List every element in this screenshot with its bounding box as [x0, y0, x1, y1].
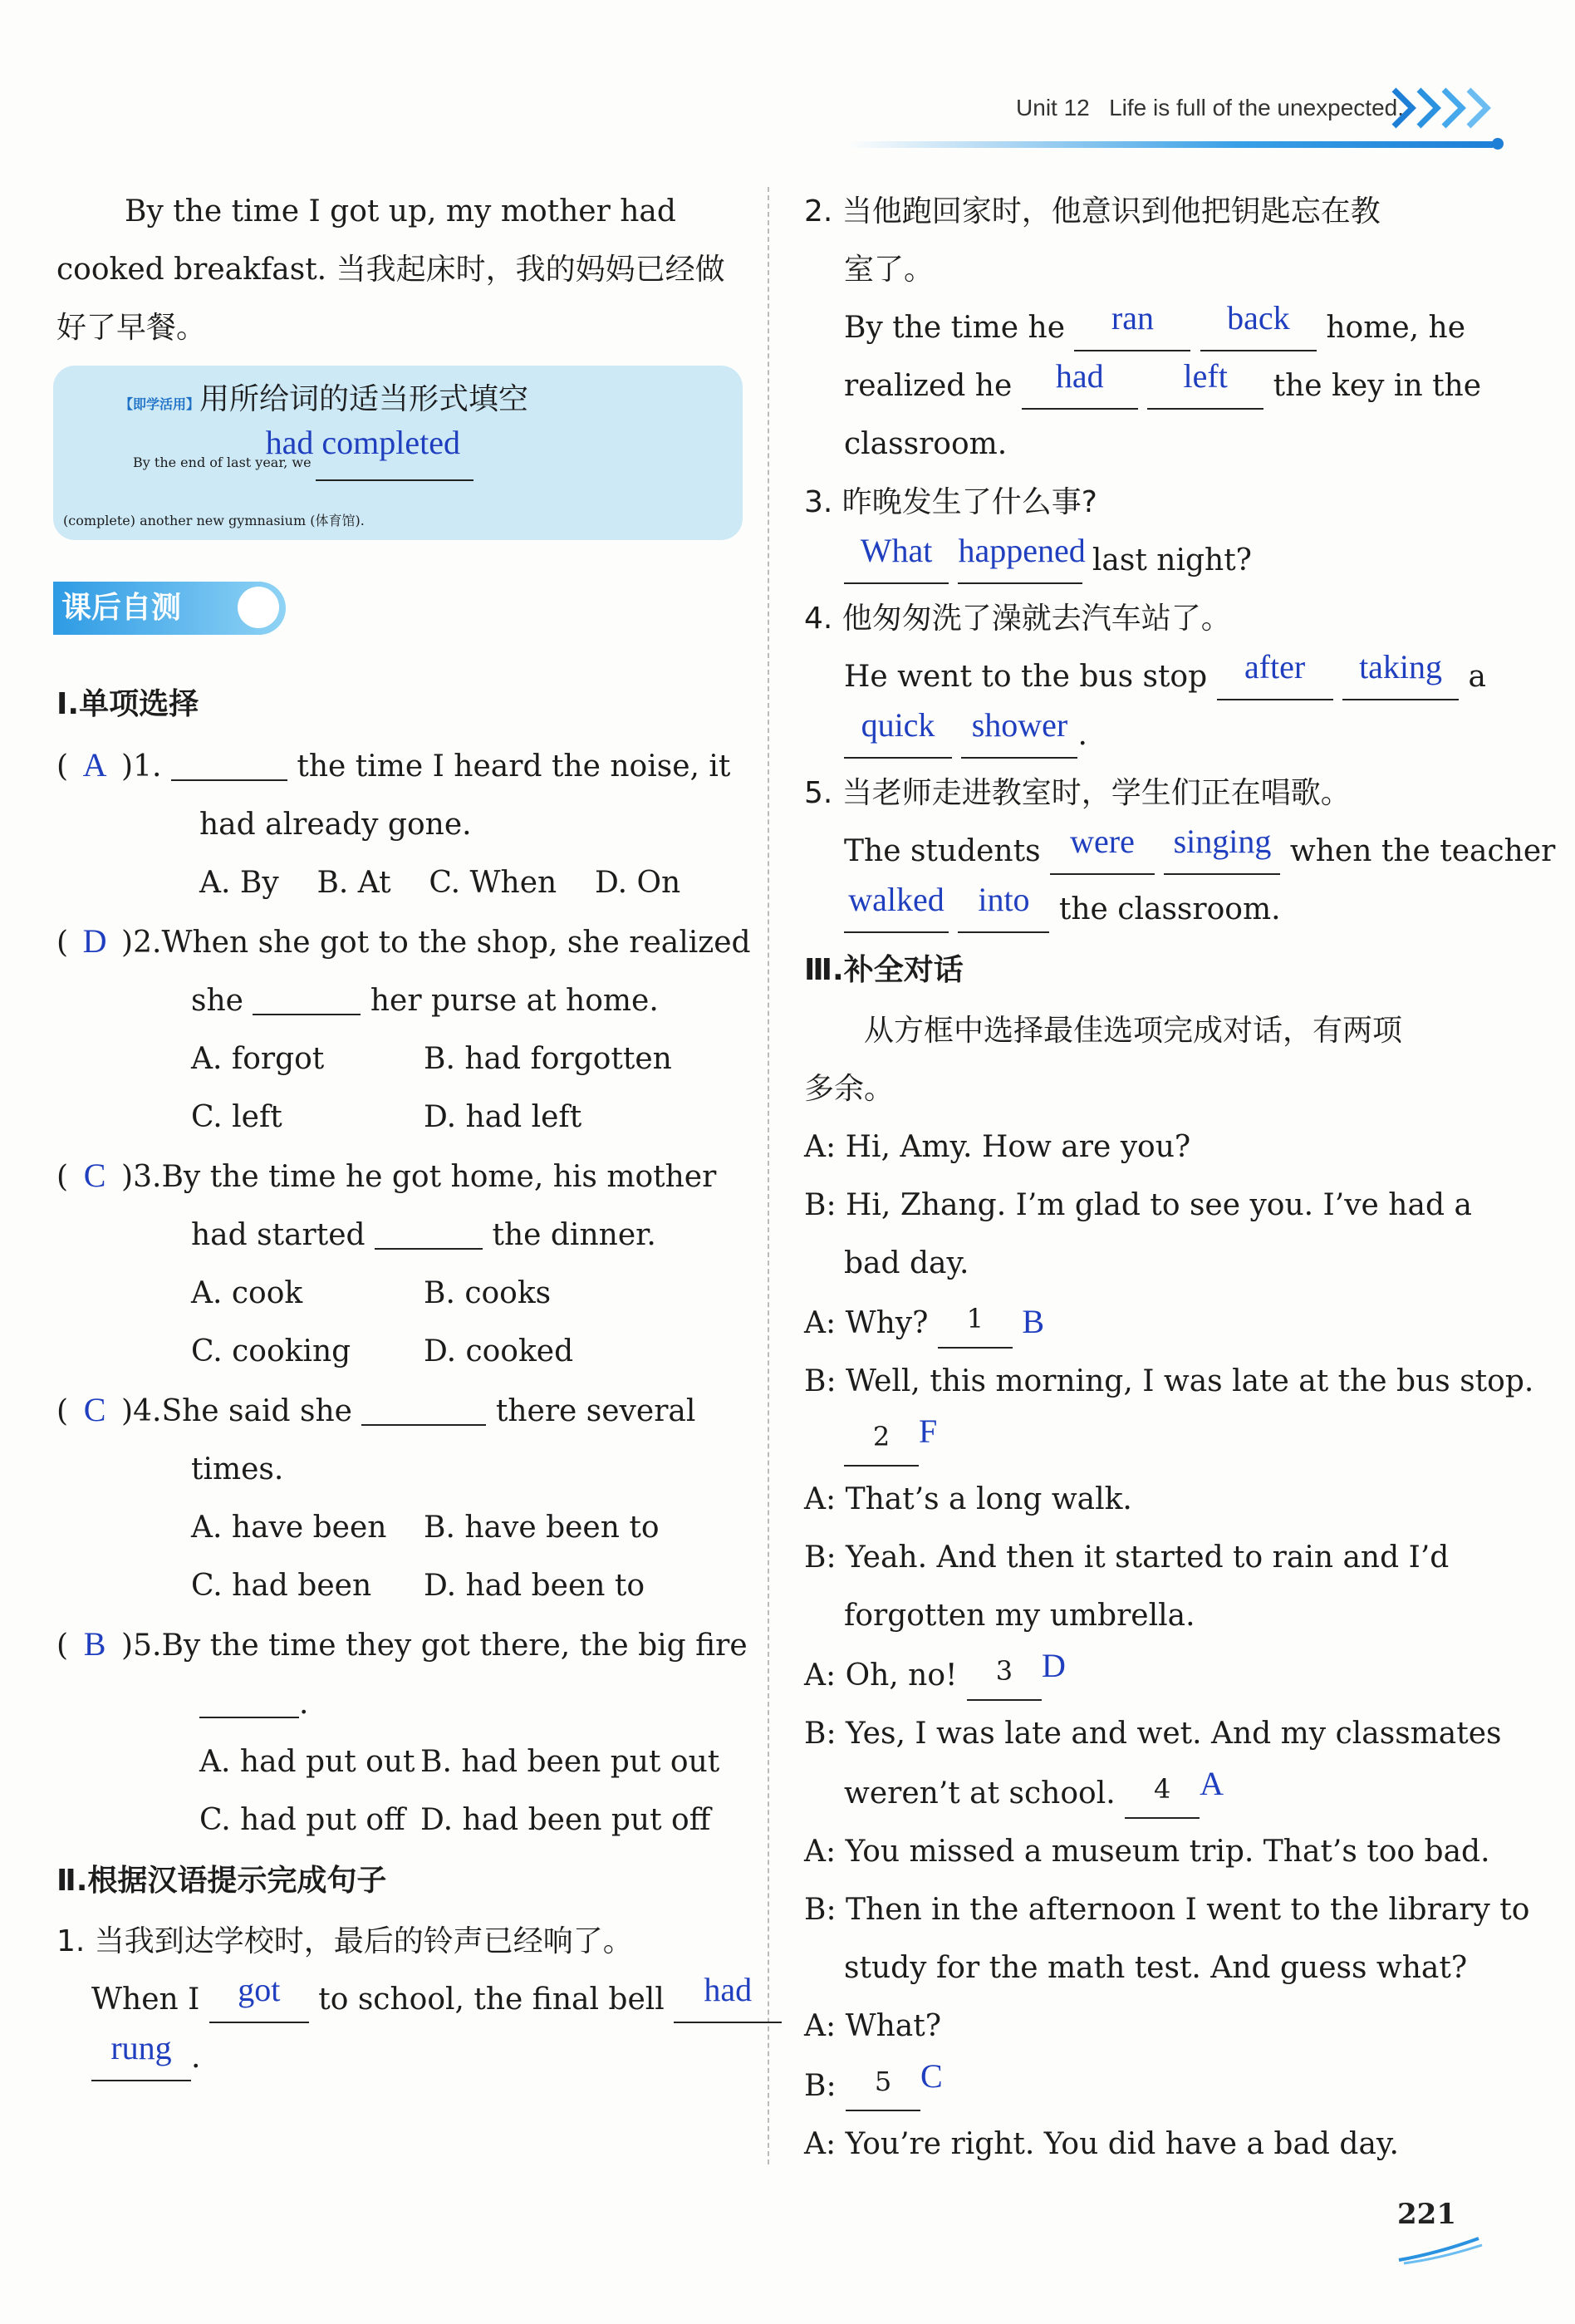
leaf-icon [238, 587, 279, 628]
q1-stem-b: had already gone. [199, 808, 472, 842]
dialog-blank-4[interactable] [1125, 1773, 1200, 1819]
q1-blank[interactable] [171, 743, 287, 781]
q5-stem: ( B )5.By the time they got there, the big fire [56, 1615, 754, 1675]
q3-option-c: C. cooking [191, 1334, 351, 1368]
s5-answer-2: singing [1173, 823, 1272, 860]
q5-option-b: B. had been put out [420, 1745, 720, 1779]
s3-instruction-1: 从方框中选择最佳选项完成对话，有两项 [864, 1014, 1403, 1048]
q4-option-d: D. had been to [424, 1569, 645, 1603]
dialog-8a: B: Yes, I was late and wet. And my classmates [804, 1717, 1502, 1751]
dialog-1: A: Hi, Amy. How are you? [804, 1130, 1191, 1164]
q5-text: By the time they got there, the big fire [161, 1629, 748, 1663]
dialog-blank-2-num: 2 [872, 1421, 891, 1452]
q4-text-a2: there several [495, 1394, 696, 1428]
q2-blank[interactable] [253, 977, 361, 1015]
q4-text-a1: She said she [161, 1394, 352, 1428]
s1-blank-3[interactable] [91, 2029, 191, 2081]
s2-en-2 [804, 357, 1494, 415]
dialog-answer-3: D [1041, 1647, 1066, 1684]
s2-answer-3: had [1055, 357, 1104, 395]
q3-stem: ( C )3.By the time he got home, his mother [56, 1147, 754, 1206]
q2-option-a: A. forgot [191, 1042, 325, 1076]
s2-en-1 [804, 299, 1494, 357]
dialog-blank-2[interactable] [844, 1421, 919, 1467]
s4-answer-2: taking [1359, 648, 1443, 685]
s1-en [56, 1971, 754, 2029]
dialog-5: A: That’s a long walk. [804, 1482, 1132, 1516]
dialog-blank-1-num: 1 [966, 1303, 984, 1334]
q5-number: )5. [121, 1629, 162, 1663]
q2-option-d: D. had left [424, 1100, 582, 1134]
practice-instruction: 用所给词的适当形式填空 [199, 382, 529, 416]
page-header [847, 83, 1528, 166]
column-divider [768, 187, 769, 2164]
q3-stem-b [56, 1206, 754, 1265]
s1-en-b: rung . [56, 2029, 754, 2087]
q2-text-b2: her purse at home. [370, 984, 659, 1018]
s5-blank-3[interactable] [844, 881, 949, 933]
header-text [1016, 95, 1404, 121]
s3-instruction-2: 多余。 [804, 1072, 895, 1106]
q4-option-c: C. had been [191, 1569, 372, 1603]
s1-answer-2: had [704, 1971, 753, 2008]
s1-blank-2[interactable] [674, 1971, 782, 2023]
q2-text-b1: she [191, 984, 243, 1018]
chevrons-icon [1387, 83, 1495, 133]
dialog-answer-2: F [919, 1413, 938, 1450]
s2-text-5: classroom. [844, 427, 1008, 461]
s2-answer-4: left [1183, 357, 1228, 395]
s4-blank-2[interactable] [1342, 648, 1459, 700]
dialog-12-text: B: [804, 2069, 837, 2103]
q4-number: )4. [121, 1394, 162, 1428]
section-1 [56, 673, 754, 2087]
unit-label: Unit 12 [1016, 95, 1090, 120]
section-3-title: Ⅲ.补全对话 [804, 953, 964, 987]
dialog-12 [804, 2056, 1494, 2115]
s4-text-1: He went to the bus stop [844, 660, 1208, 694]
q3-option-b: B. cooks [424, 1276, 552, 1310]
page-number: 221 [1397, 2198, 1456, 2231]
s4-en-2: quick shower . [804, 706, 1494, 764]
s3-answer-1: What [860, 532, 933, 569]
dialog-13: A: You’re right. You did have a bad day. [804, 2127, 1399, 2161]
q1-options: A. By B. At C. When D. On [199, 866, 681, 900]
q5-stem-b: . [56, 1675, 754, 1733]
practice-sentence-start: By the end of last year, we [133, 454, 312, 470]
s2-answer-1: ran [1111, 299, 1154, 337]
section-1-title: Ⅰ.单项选择 [56, 687, 199, 721]
s5-answer-1: were [1070, 823, 1135, 860]
practice-box [53, 366, 743, 540]
s1-cn: 1. 当我到达学校时，最后的铃声已经响了。 [56, 1924, 633, 1958]
s3-en [804, 532, 1494, 590]
intro-line-2: cooked breakfast. 当我起床时，我的妈妈已经做 [56, 253, 725, 287]
s1-text-2: to school, the final bell [318, 1983, 665, 2017]
dialog-answer-4: A [1200, 1765, 1224, 1802]
q3-text: By the time he got home, his mother [161, 1160, 717, 1194]
intro-line-1: By the time I got up, my mother had [125, 194, 676, 228]
q4-stem-b: times. [191, 1452, 284, 1486]
q2-number: )2. [121, 926, 162, 960]
q3-option-a: A. cook [191, 1276, 303, 1310]
dialog-9: A: You missed a museum trip. That’s too bad. [804, 1835, 1490, 1869]
dialog-11: A: What? [804, 2009, 941, 2043]
q3-text-b2: the dinner. [492, 1218, 656, 1252]
dialog-2a: B: Hi, Zhang. I’m glad to see you. I’ve had a [804, 1188, 1472, 1222]
q4-answer: C [83, 1391, 106, 1428]
practice-tag: 【即学活用】 [120, 396, 200, 412]
dialog-6a: B: Yeah. And then it started to rain and I’d [804, 1540, 1450, 1575]
s1-answer-1: got [238, 1971, 281, 2008]
header-dot [1492, 138, 1504, 150]
q1-number: )1. [121, 749, 162, 784]
s2-blank-2[interactable] [1200, 299, 1317, 351]
s2-blank-1[interactable] [1074, 299, 1190, 351]
dialog-answer-1: B [1022, 1303, 1044, 1340]
s2-text-4: the key in the [1273, 369, 1482, 403]
q2-option-b: B. had forgotten [424, 1042, 672, 1076]
s2-cn-2: 室了。 [844, 253, 935, 287]
self-test-banner [53, 582, 286, 635]
q5-answer: B [83, 1625, 106, 1663]
s1-answer-3: rung [110, 2029, 172, 2066]
s4-answer-3: quick [861, 706, 935, 744]
s5-blank-2[interactable] [1164, 823, 1280, 875]
s2-answer-2: back [1227, 299, 1290, 337]
q4-option-b: B. have been to [424, 1511, 660, 1545]
dialog-4: B: Well, this morning, I was late at the bus stop. [804, 1364, 1534, 1398]
q2-answer: D [82, 922, 107, 960]
dialog-4b [804, 1411, 1494, 1471]
s2-cn: 2. 当他跑回家时，他意识到他把钥匙忘在教 [804, 194, 1381, 228]
left-column [56, 183, 746, 357]
header-rule [847, 141, 1495, 148]
s5-blank-1[interactable] [1050, 823, 1155, 875]
dialog-7 [804, 1645, 1494, 1705]
q2-stem: ( D )2.When she got to the shop, she realized [56, 912, 754, 972]
self-test-title: 课后自测 [61, 591, 182, 625]
dialog-blank-3-num: 3 [995, 1655, 1013, 1687]
q5-blank[interactable] [199, 1680, 299, 1718]
dialog-3 [804, 1293, 1494, 1353]
dialog-blank-1[interactable] [938, 1303, 1013, 1349]
q3-option-d: D. cooked [424, 1334, 574, 1368]
dialog-blank-4-num: 4 [1153, 1773, 1171, 1805]
dialog-3-text: A: Why? [804, 1306, 929, 1340]
s2-text-1: By the time he [844, 311, 1065, 345]
s2-text-3: realized he [844, 369, 1013, 403]
q3-blank[interactable] [375, 1211, 483, 1250]
dialog-blank-5[interactable] [846, 2066, 920, 2111]
practice-blank[interactable] [265, 424, 473, 481]
s3-cn: 3. 昨晚发生了什么事? [804, 485, 1097, 519]
s3-text-1: last night? [1092, 543, 1252, 577]
s5-en-1 [804, 823, 1556, 881]
q4-blank[interactable] [361, 1388, 486, 1426]
s5-answer-4: into [978, 881, 1030, 918]
unit-title: Life is full of the unexpected. [1109, 95, 1404, 120]
s5-text-1: The students [844, 834, 1041, 868]
q3-answer: C [83, 1157, 106, 1194]
q1-stem: ( A )1. the time I heard the noise, it [56, 736, 754, 796]
s3-answer-2: happened [958, 532, 1086, 569]
s5-text-3: the classroom. [1058, 892, 1281, 926]
s5-en-2 [804, 881, 1494, 939]
q3-text-b1: had started [191, 1218, 366, 1252]
s5-cn: 5. 当老师走进教室时，学生们正在唱歌。 [804, 776, 1351, 810]
s4-text-2: a [1468, 660, 1486, 694]
practice-answer: had completed [265, 424, 461, 461]
dialog-answer-5: C [920, 2057, 943, 2095]
s4-answer-1: after [1244, 648, 1306, 685]
s1-blank-1[interactable] [209, 1971, 309, 2023]
q5-option-d: D. had been put off [420, 1803, 711, 1837]
q1-text: the time I heard the noise, it [297, 749, 731, 784]
s4-blank-1[interactable] [1217, 648, 1333, 700]
right-column [804, 183, 1556, 2174]
s1-text-1: When I [91, 1983, 200, 2017]
dialog-10b: study for the math test. And guess what? [844, 1951, 1468, 1985]
dialog-10a: B: Then in the afternoon I went to the library to [804, 1893, 1530, 1927]
s4-cn: 4. 他匆匆洗了澡就去汽车站了。 [804, 602, 1231, 636]
practice-sentence-end: (complete) another new gymnasium (体育馆). [63, 513, 365, 528]
dialog-8b [804, 1763, 1494, 1823]
s2-blank-4[interactable] [1147, 357, 1263, 410]
dialog-blank-5-num: 5 [874, 2066, 892, 2097]
s3-blank-1[interactable] [844, 532, 949, 584]
s2-blank-3[interactable] [1022, 357, 1138, 410]
s4-en-1 [804, 648, 1494, 706]
q5-option-c: C. had put off [199, 1803, 405, 1837]
s4-answer-4: shower [971, 706, 1068, 744]
q3-number: )3. [121, 1160, 162, 1194]
dialog-blank-3[interactable] [967, 1655, 1042, 1701]
s4-blank-3[interactable] [844, 706, 952, 759]
dialog-6b: forgotten my umbrella. [844, 1599, 1195, 1633]
s5-text-2: when the teacher [1289, 834, 1556, 868]
dialog-8b-text: weren’t at school. [844, 1776, 1116, 1811]
q5-option-a: A. had put out [199, 1745, 415, 1779]
q2-option-c: C. left [191, 1100, 282, 1134]
section-2-title: Ⅱ.根据汉语提示完成句子 [56, 1864, 387, 1898]
intro-line-3: 好了早餐。 [56, 311, 207, 345]
q4-option-a: A. have been [191, 1511, 387, 1545]
s3-blank-2[interactable] [958, 532, 1086, 584]
s5-answer-3: walked [848, 881, 945, 918]
s5-blank-4[interactable] [958, 881, 1049, 933]
dialog-7-text: A: Oh, no! [804, 1658, 958, 1693]
q2-text: When she got to the shop, she realized [161, 926, 751, 960]
dialog-2b: bad day. [844, 1246, 969, 1280]
q4-stem: ( C )4.She said she there several [56, 1381, 754, 1441]
s2-text-2: home, he [1326, 311, 1466, 345]
page-swoosh-icon [1396, 2235, 1487, 2265]
q2-stem-b [56, 972, 754, 1030]
q1-answer: A [82, 746, 107, 784]
